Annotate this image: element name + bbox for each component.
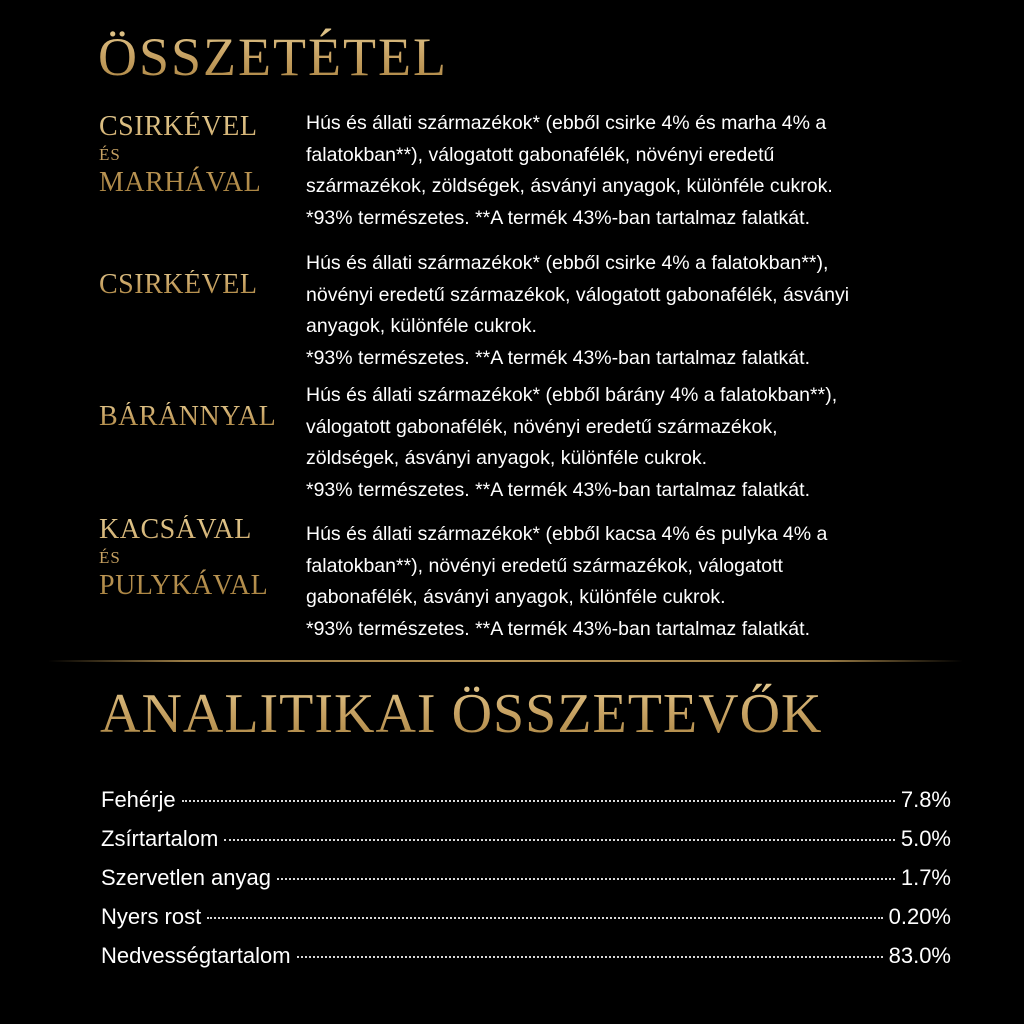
description-line: *93% természetes. **A termék 43%-ban tartalmaz falatkát. <box>306 206 810 229</box>
analytics-label: Szervetlen anyag <box>101 865 271 890</box>
analytics-label: Zsírtartalom <box>101 826 219 851</box>
analytics-label: Nedvességtartalom <box>101 943 291 968</box>
description-line: Hús és állati származékok* (ebből csirke 4% és marha 4% a <box>306 112 827 134</box>
analytics-value: 1.7% <box>900 865 951 890</box>
description-line: anyagok, különféle cukrok. <box>306 315 537 337</box>
variant-description <box>306 108 996 234</box>
analytics-row-fibre <box>101 897 951 936</box>
variant-name-line2: MARHÁVAL <box>99 167 262 198</box>
analytics-row-fat <box>101 819 951 858</box>
variant-name-line1: CSIRKÉVEL <box>99 269 258 300</box>
variant-name <box>99 515 268 601</box>
dot-leader <box>297 956 883 958</box>
dot-leader <box>277 878 895 880</box>
description-line: származékok, zöldségek, ásványi anyagok, különféle cukrok. <box>306 175 833 197</box>
analytics-value: 7.8% <box>900 787 951 812</box>
dot-leader <box>207 917 882 919</box>
section-divider <box>48 660 963 662</box>
analytics-row-moisture <box>101 936 951 975</box>
description-line: *93% természetes. **A termék 43%-ban tartalmaz falatkát. <box>306 478 810 501</box>
analytics-label: Fehérje <box>101 787 176 812</box>
description-line: növényi eredetű származékok, válogatott gabonafélék, ásványi <box>306 283 850 306</box>
analytics-title: ANALITIKAI ÖSSZETEVŐK <box>100 683 823 745</box>
description-line: gabonafélék, ásványi anyagok, különféle cukrok. <box>306 586 726 608</box>
composition-title: ÖSSZETÉTEL <box>98 27 448 87</box>
variant-name <box>99 402 276 432</box>
description-line: Hús és állati származékok* (ebből kacsa 4% és pulyka 4% a <box>306 523 828 545</box>
description-line: falatokban**), válogatott gabonafélék, növényi eredetű <box>306 143 775 166</box>
description-line: válogatott gabonafélék, növényi eredetű származékok, <box>306 415 778 438</box>
variant-description <box>306 380 996 506</box>
variant-name-line1: KACSÁVAL <box>99 514 252 545</box>
description-line: *93% természetes. **A termék 43%-ban tartalmaz falatkát. <box>306 617 810 640</box>
analytics-value: 83.0% <box>888 943 951 968</box>
variant-name-line1: CSIRKÉVEL <box>99 111 258 142</box>
analytics-value: 5.0% <box>900 826 951 851</box>
analytics-value: 0.20% <box>888 904 951 929</box>
description-line: Hús és állati származékok* (ebből csirke 4% a falatokban**), <box>306 252 829 274</box>
description-line: falatokban**), növényi eredetű származékok, válogatott <box>306 554 783 577</box>
variant-description <box>306 519 996 645</box>
variant-name <box>99 270 258 300</box>
description-line: zöldségek, ásványi anyagok, különféle cukrok. <box>306 447 708 469</box>
variant-name-line1: BÁRÁNNYAL <box>99 401 277 432</box>
description-line: *93% természetes. **A termék 43%-ban tartalmaz falatkát. <box>306 346 810 369</box>
analytics-row-protein <box>101 780 951 819</box>
variant-name-connector: ÉS <box>99 548 121 567</box>
variant-name-line2: PULYKÁVAL <box>99 570 269 601</box>
dot-leader <box>224 839 894 841</box>
variant-name <box>99 112 261 198</box>
variant-name-connector: ÉS <box>99 145 121 164</box>
analytics-row-ash <box>101 858 951 897</box>
description-line: Hús és állati származékok* (ebből bárány 4% a falatokban**), <box>306 384 838 406</box>
variant-description <box>306 248 996 374</box>
dot-leader <box>182 800 895 802</box>
analytics-table <box>101 780 951 975</box>
analytics-label: Nyers rost <box>101 904 202 929</box>
